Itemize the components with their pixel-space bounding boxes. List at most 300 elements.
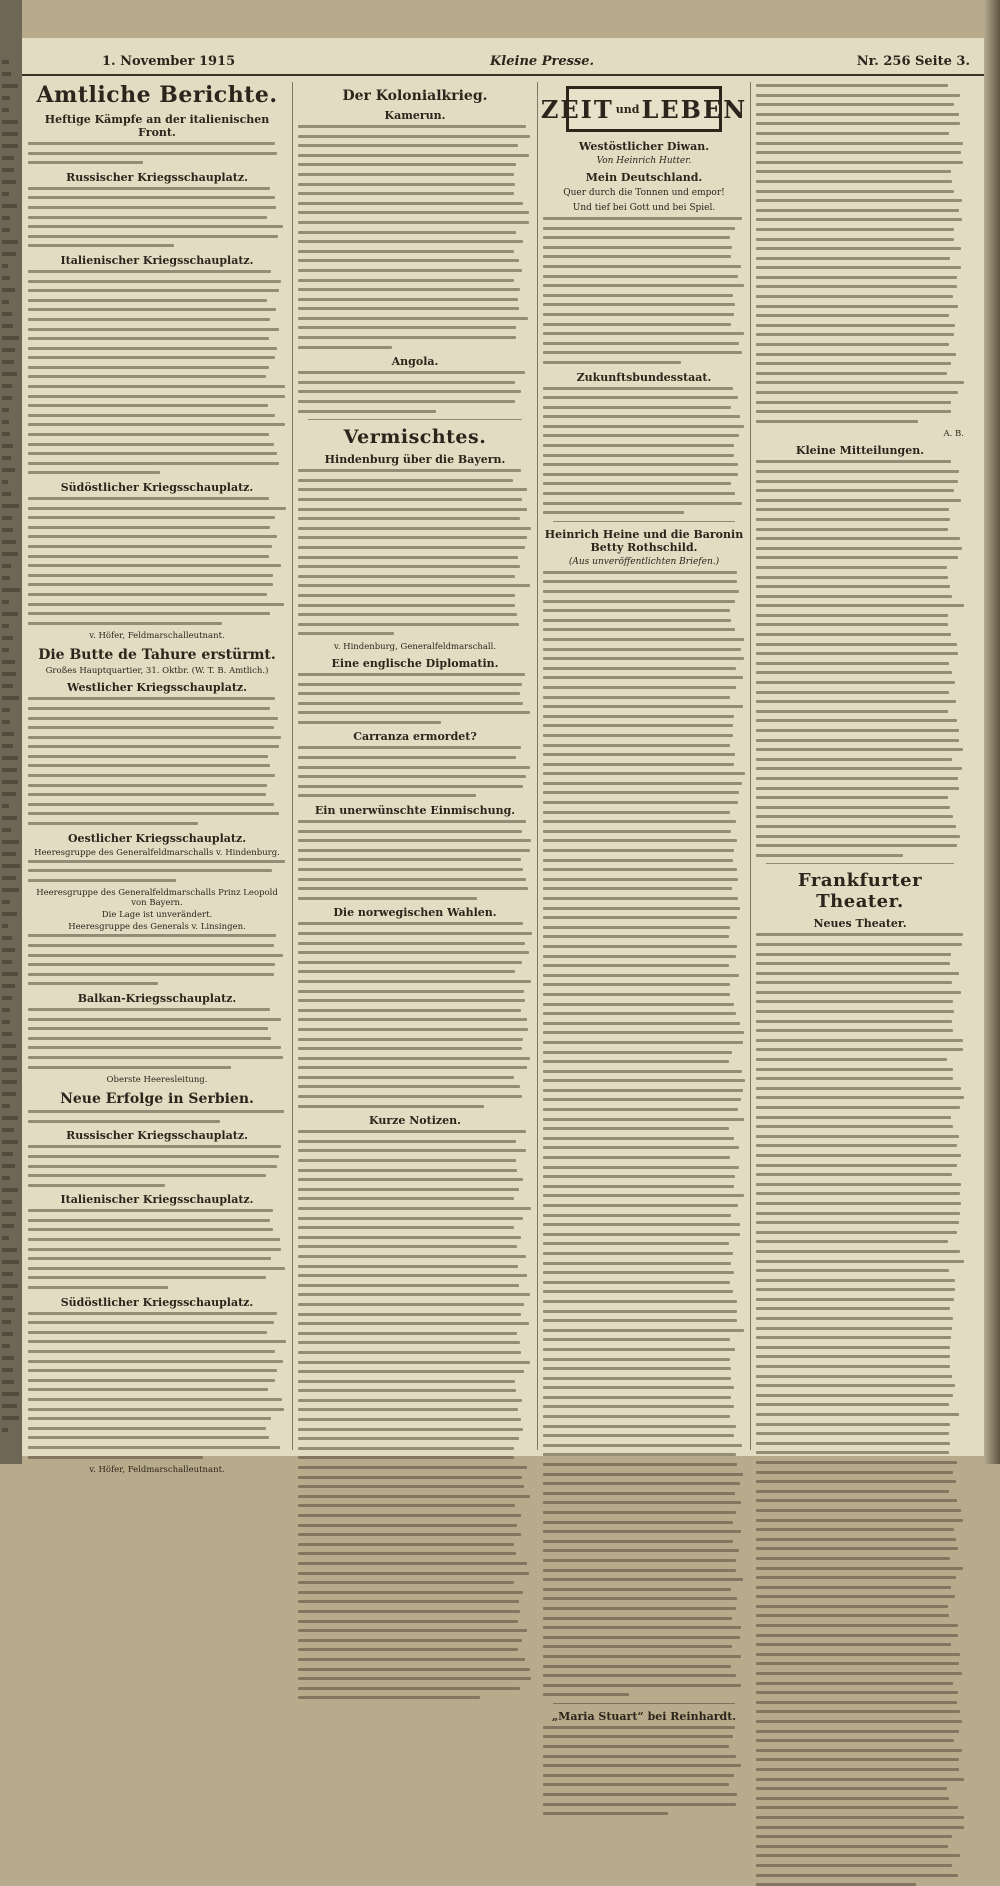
body-text-block — [543, 571, 745, 1696]
edge-text-fragment — [2, 516, 12, 520]
section-heading: „Maria Stuart“ bei Reinhardt. — [551, 1709, 737, 1723]
text-line — [756, 739, 959, 742]
section-heading: Balkan-Kriegsschauplatz. — [77, 991, 237, 1005]
text-line — [756, 1269, 949, 1272]
text-line — [543, 303, 735, 306]
text-line — [756, 94, 960, 97]
text-line — [756, 1835, 952, 1838]
text-line — [756, 1116, 951, 1119]
text-line — [28, 526, 270, 529]
text-line — [543, 444, 734, 447]
text-line — [756, 700, 956, 703]
edge-text-fragment — [2, 1128, 14, 1132]
text-line — [756, 170, 951, 173]
edge-text-fragment — [2, 1236, 9, 1240]
text-line — [298, 1668, 530, 1671]
text-line — [543, 580, 737, 583]
text-line — [543, 492, 735, 495]
text-line — [756, 1212, 960, 1215]
text-line — [28, 612, 270, 615]
text-line — [543, 1281, 730, 1284]
text-line — [543, 1693, 629, 1696]
text-line — [756, 190, 954, 193]
text-line — [28, 196, 275, 199]
text-line — [543, 772, 745, 775]
text-line — [298, 1476, 522, 1479]
text-line — [298, 1629, 527, 1632]
text-line — [28, 1027, 268, 1030]
text-line — [298, 173, 514, 176]
text-line — [756, 1845, 948, 1848]
text-line — [543, 1338, 730, 1341]
edge-text-fragment — [2, 312, 12, 316]
body-text-block — [298, 922, 532, 1107]
text-line — [543, 609, 730, 612]
text-line — [756, 1461, 957, 1464]
text-line — [28, 583, 273, 586]
text-line — [298, 820, 526, 823]
text-line — [298, 221, 529, 224]
text-line — [298, 1085, 520, 1088]
text-line — [756, 314, 949, 317]
edge-text-fragment — [2, 420, 9, 424]
text-line — [543, 1271, 734, 1274]
text-line — [543, 1003, 734, 1006]
edge-text-fragment — [2, 1188, 18, 1192]
text-line — [28, 356, 275, 359]
edge-text-fragment — [2, 864, 20, 868]
text-line — [543, 511, 684, 514]
edge-text-fragment — [2, 816, 17, 820]
text-line — [543, 1617, 732, 1620]
text-line — [543, 406, 731, 409]
text-line — [28, 1228, 273, 1231]
text-line — [298, 604, 515, 607]
text-line — [28, 745, 279, 748]
text-line — [543, 1559, 736, 1562]
edge-text-fragment — [2, 1008, 10, 1012]
text-line — [756, 151, 961, 154]
text-line — [298, 1332, 517, 1335]
edge-text-fragment — [2, 480, 8, 484]
text-line — [298, 556, 518, 559]
text-line — [28, 1267, 285, 1270]
text-line — [298, 1591, 523, 1594]
text-line — [543, 1233, 740, 1236]
text-line — [543, 361, 681, 364]
text-line — [28, 299, 267, 302]
edge-text-fragment — [2, 984, 15, 988]
text-line — [298, 1322, 529, 1325]
text-line — [543, 387, 733, 390]
text-line — [28, 717, 278, 720]
text-line — [543, 502, 742, 505]
body-text-block — [298, 746, 532, 797]
text-line — [756, 1202, 961, 1205]
text-line — [543, 265, 741, 268]
text-line — [28, 462, 279, 465]
text-line — [298, 1076, 514, 1079]
text-line — [28, 1066, 231, 1069]
issue-number: Nr. 256 Seite 3. — [856, 54, 970, 69]
text-line — [298, 1696, 480, 1699]
signature: v. Höfer, Feldmarschalleutnant. — [89, 1465, 225, 1476]
text-line — [543, 332, 744, 335]
text-line — [298, 785, 523, 788]
text-line — [543, 1367, 731, 1370]
text-line — [543, 1146, 739, 1149]
text-line — [543, 1060, 729, 1063]
text-line — [298, 1572, 529, 1575]
text-line — [756, 595, 952, 598]
body-text-block — [28, 1145, 286, 1186]
text-line — [756, 1010, 954, 1013]
edge-text-fragment — [2, 96, 10, 100]
edge-text-fragment — [2, 1020, 10, 1024]
text-line — [28, 1369, 277, 1372]
text-line — [543, 1156, 730, 1159]
text-line — [756, 343, 949, 346]
edge-text-fragment — [2, 264, 8, 268]
text-line — [756, 1125, 953, 1128]
edge-text-fragment — [2, 1224, 14, 1228]
text-line — [298, 1028, 528, 1031]
text-line — [28, 1110, 284, 1113]
text-line — [298, 1303, 524, 1306]
text-line — [756, 556, 958, 559]
text-line — [28, 142, 275, 145]
text-line — [756, 381, 964, 384]
text-line — [28, 1350, 275, 1353]
text-line — [756, 1164, 957, 1167]
text-line — [543, 1521, 733, 1524]
article-subtitle: Heftige Kämpfe an der italienischen Front. — [44, 113, 270, 139]
body-text-block — [28, 142, 286, 164]
text-line — [756, 1077, 953, 1080]
text-line — [756, 1682, 953, 1685]
section-heading: Italienischer Kriegsschauplatz. — [60, 1193, 254, 1207]
text-line — [543, 1137, 734, 1140]
text-line — [756, 324, 955, 327]
text-line — [298, 961, 522, 964]
text-line — [298, 1293, 530, 1296]
body-text-block — [298, 125, 532, 349]
text-line — [298, 1687, 520, 1690]
text-line — [756, 1260, 964, 1263]
text-line — [298, 1009, 521, 1012]
edge-text-fragment — [2, 252, 16, 256]
text-line — [298, 868, 523, 871]
text-line — [756, 623, 948, 626]
text-line — [756, 1029, 953, 1032]
text-line — [756, 1528, 954, 1531]
text-line — [543, 993, 730, 996]
section-heading: Italienischer Kriegsschauplatz. — [60, 253, 254, 267]
text-line — [543, 887, 732, 890]
text-line — [756, 566, 947, 569]
text-line — [298, 702, 523, 705]
text-line — [543, 1783, 729, 1786]
text-line — [543, 897, 738, 900]
text-line — [543, 945, 737, 948]
text-line — [28, 161, 143, 164]
text-line — [756, 1605, 948, 1608]
text-line — [298, 1066, 527, 1069]
text-line — [756, 1250, 960, 1253]
text-line — [543, 648, 741, 651]
text-line — [756, 1557, 950, 1560]
edge-text-fragment — [2, 888, 19, 892]
text-line — [298, 1456, 514, 1459]
text-line — [543, 1310, 737, 1313]
section-heading: Neues Theater. — [813, 917, 907, 931]
adjacent-page-edge — [0, 0, 22, 1464]
text-line — [543, 434, 739, 437]
text-line — [543, 351, 742, 354]
text-line — [543, 1377, 731, 1380]
text-line — [756, 1567, 963, 1570]
text-line — [756, 815, 953, 818]
text-line — [28, 963, 275, 966]
text-line — [756, 787, 959, 790]
text-line — [756, 1068, 953, 1071]
section-heading: Kleine Mitteilungen. — [795, 444, 925, 458]
text-line — [756, 1720, 962, 1723]
text-line — [756, 199, 962, 202]
signature: Oberste Heeresleitung. — [106, 1075, 208, 1086]
text-line — [756, 1384, 955, 1387]
edge-text-fragment — [2, 552, 18, 556]
text-line — [543, 1655, 741, 1658]
edge-text-fragment — [2, 600, 9, 604]
text-line — [543, 849, 734, 852]
edge-text-fragment — [2, 144, 18, 148]
text-line — [298, 1313, 521, 1316]
text-line — [298, 1648, 518, 1651]
text-line — [298, 673, 525, 676]
text-line — [298, 1095, 522, 1098]
section-heading: Zukunftsbundesstaat. — [576, 370, 712, 384]
text-line — [756, 643, 957, 646]
text-line — [543, 657, 744, 660]
text-line — [756, 1787, 947, 1790]
text-line — [298, 632, 394, 635]
edge-text-fragment — [2, 84, 18, 88]
text-line — [756, 1020, 952, 1023]
text-line — [543, 820, 736, 823]
text-line — [28, 497, 269, 500]
edge-text-fragment — [2, 792, 16, 796]
text-line — [756, 103, 954, 106]
text-line — [543, 454, 734, 457]
text-line — [28, 1046, 281, 1049]
text-line — [756, 1154, 961, 1157]
text-line — [543, 425, 744, 428]
text-line — [298, 1639, 522, 1642]
text-line — [756, 1586, 951, 1589]
body-text-block — [543, 387, 745, 515]
edge-text-fragment — [2, 216, 10, 220]
text-line — [28, 1018, 281, 1021]
text-line — [756, 1231, 957, 1234]
edge-text-fragment — [2, 780, 18, 784]
text-line — [543, 907, 740, 910]
text-line — [28, 516, 275, 519]
edge-text-fragment — [2, 936, 12, 940]
text-line — [28, 1388, 268, 1391]
text-line — [298, 1543, 514, 1546]
text-line — [543, 1079, 745, 1082]
body-text-block — [298, 820, 532, 900]
text-line — [298, 192, 514, 195]
text-line — [298, 1188, 519, 1191]
text-line — [543, 482, 731, 485]
text-line — [756, 604, 964, 607]
text-line — [756, 1096, 964, 1099]
section-heading: Die norwegischen Wahlen. — [333, 906, 497, 920]
section-heading: Hindenburg über die Bayern. — [324, 453, 506, 467]
text-line — [756, 1854, 960, 1857]
text-line — [543, 1300, 737, 1303]
text-line — [756, 470, 959, 473]
text-line — [543, 734, 733, 737]
text-line — [28, 1379, 275, 1382]
text-line — [28, 1340, 286, 1343]
edge-text-fragment — [2, 924, 8, 928]
text-line — [543, 1774, 734, 1777]
text-line — [298, 756, 516, 759]
text-line — [298, 1399, 522, 1402]
text-line — [543, 1597, 737, 1600]
edge-text-fragment — [2, 372, 17, 376]
text-line — [28, 385, 285, 388]
text-line — [298, 546, 525, 549]
edge-text-fragment — [2, 1248, 17, 1252]
text-line — [756, 844, 957, 847]
text-line — [756, 1662, 959, 1665]
text-line — [298, 125, 526, 128]
text-line — [298, 1610, 520, 1613]
text-line — [28, 308, 276, 311]
text-line — [543, 1185, 734, 1188]
text-line — [298, 897, 477, 900]
text-line — [298, 990, 524, 993]
text-line — [756, 489, 954, 492]
text-line — [298, 1447, 514, 1450]
text-line — [298, 721, 441, 724]
text-line — [543, 878, 738, 881]
text-line — [543, 1645, 732, 1648]
text-line — [543, 1492, 735, 1495]
text-line — [28, 593, 267, 596]
edge-text-fragment — [2, 696, 19, 700]
text-line — [28, 697, 275, 700]
dateline: Großes Hauptquartier, 31. Oktbr. (W. T. B. Amtlich.) — [45, 666, 269, 677]
text-line — [28, 289, 279, 292]
text-line — [298, 594, 515, 597]
text-line — [756, 991, 961, 994]
text-line — [543, 1578, 743, 1581]
body-text-block — [298, 371, 532, 412]
edge-text-fragment — [2, 564, 11, 568]
text-line — [543, 753, 735, 756]
signature: v. Höfer, Feldmarschalleutnant. — [89, 631, 225, 642]
body-text-block — [28, 1008, 286, 1069]
subheading: Heeresgruppe des Generalfeldmarschalls Prinz Leopold von Bayern. — [36, 888, 278, 909]
text-line — [756, 401, 951, 404]
text-line — [756, 719, 957, 722]
text-line — [756, 1480, 956, 1483]
text-line — [756, 1087, 961, 1090]
text-line — [28, 152, 277, 155]
edge-text-fragment — [2, 300, 9, 304]
text-line — [756, 537, 960, 540]
article-title: Vermischtes. — [343, 426, 487, 449]
body-text-block — [756, 84, 964, 423]
text-line — [28, 328, 279, 331]
text-line — [756, 508, 949, 511]
text-line — [298, 279, 514, 282]
text-line — [298, 1466, 527, 1469]
text-line — [28, 187, 270, 190]
text-line — [28, 1219, 270, 1222]
text-line — [756, 1000, 953, 1003]
edge-text-fragment — [2, 744, 13, 748]
text-line — [28, 545, 272, 548]
text-line — [298, 623, 519, 626]
text-line — [298, 135, 530, 138]
text-line — [756, 180, 952, 183]
text-line — [298, 488, 527, 491]
text-line — [756, 777, 958, 780]
text-line — [28, 443, 274, 446]
text-line — [298, 1265, 518, 1268]
text-line — [543, 1674, 736, 1677]
edge-text-fragment — [2, 1140, 18, 1144]
text-line — [543, 1022, 740, 1025]
text-line — [756, 806, 950, 809]
text-line — [756, 729, 959, 732]
text-line — [543, 600, 735, 603]
text-line — [28, 1145, 281, 1148]
text-line — [756, 238, 954, 241]
subheading: Heeresgruppe des Generals v. Linsingen. — [68, 922, 246, 933]
text-line — [28, 244, 174, 247]
text-line — [298, 1207, 531, 1210]
text-line — [756, 228, 954, 231]
edge-text-fragment — [2, 1320, 11, 1324]
text-line — [543, 1764, 741, 1767]
column-4 — [756, 82, 964, 1450]
poem-line: Und tief bei Gott und bei Spiel. — [572, 203, 716, 213]
text-line — [28, 1037, 271, 1040]
text-line — [298, 298, 518, 301]
text-line — [28, 433, 269, 436]
edge-text-fragment — [2, 1032, 12, 1036]
edge-text-fragment — [2, 1080, 17, 1084]
text-line — [756, 1288, 955, 1291]
text-line — [756, 1701, 957, 1704]
edge-text-fragment — [2, 996, 12, 1000]
text-line — [543, 724, 733, 727]
text-line — [28, 404, 268, 407]
text-line — [543, 1127, 729, 1130]
edge-text-fragment — [2, 636, 13, 640]
text-line — [28, 535, 277, 538]
text-line — [756, 285, 957, 288]
text-line — [28, 423, 285, 426]
column-rule — [537, 82, 538, 1450]
